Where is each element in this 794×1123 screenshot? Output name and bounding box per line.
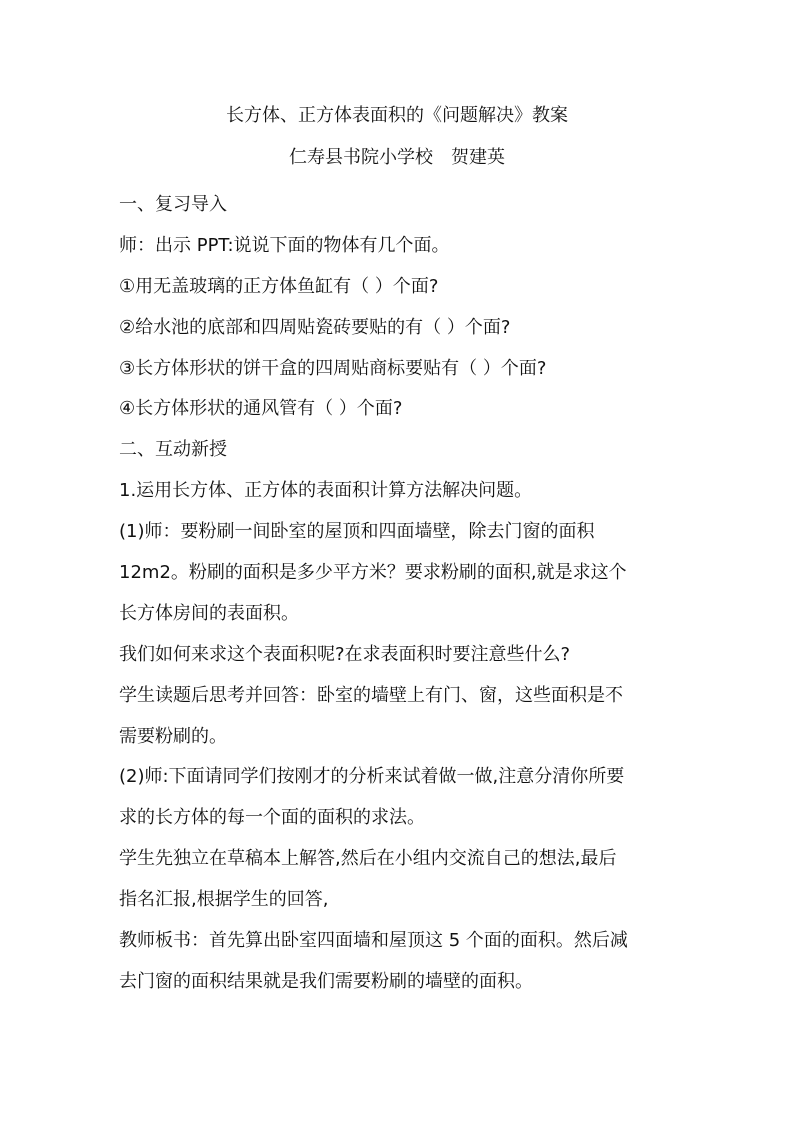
body-line: 师：出示 PPT:说说下面的物体有几个面。 [119, 234, 450, 256]
body-line: 指名汇报,根据学生的回答, [119, 889, 329, 911]
body-line: (2)师:下面请同学们按刚才的分析来试着做一做,注意分清你所要 [119, 766, 625, 788]
section-heading-review: 一、复习导入 [119, 194, 227, 215]
body-line: 教师板书：首先算出卧室四面墙和屋顶这 5 个面的面积。然后减 [119, 930, 628, 952]
document-title: 长方体、正方体表面积的《问题解决》教案 [226, 105, 568, 126]
body-line: 学生先独立在草稿本上解答,然后在小组内交流自己的想法,最后 [119, 848, 617, 870]
body-line: 学生读题后思考并回答：卧室的墙壁上有门、窗，这些面积是不 [119, 684, 623, 706]
document-body [119, 185, 675, 1003]
body-line: 1.运用长方体、正方体的表面积计算方法解决问题。 [119, 480, 533, 502]
document-content [119, 104, 675, 1003]
body-line: (1)师：要粉刷一间卧室的屋顶和四面墙壁，除去门窗的面积 [119, 521, 595, 543]
body-line: 我们如何来求这个表面积呢?在求表面积时要注意些什么? [119, 643, 571, 665]
section-heading-new-lesson: 二、互动新授 [119, 439, 227, 461]
body-line: 长方体房间的表面积。 [119, 602, 299, 624]
body-line: 去门窗的面积结果就是我们需要粉刷的墙壁的面积。 [119, 970, 533, 992]
body-line: 12m2。粉刷的面积是多少平方米？要求粉刷的面积,就是求这个 [119, 562, 627, 584]
document-author-line: 仁寿县书院小学校 贺建英 [289, 147, 505, 168]
question-item-2: ②给水池的底部和四周贴瓷砖要贴的有（ ）个面? [119, 316, 511, 338]
question-item-1: ①用无盖玻璃的正方体鱼缸有（ ）个面? [119, 275, 439, 297]
question-item-3: ③长方体形状的饼干盒的四周贴商标要贴有（ ）个面? [119, 357, 547, 379]
question-item-4: ④长方体形状的通风管有（ ）个面? [119, 398, 403, 420]
body-line: 求的长方体的每一个面的面积的求法。 [119, 807, 425, 829]
body-line: 需要粉刷的。 [119, 725, 227, 747]
